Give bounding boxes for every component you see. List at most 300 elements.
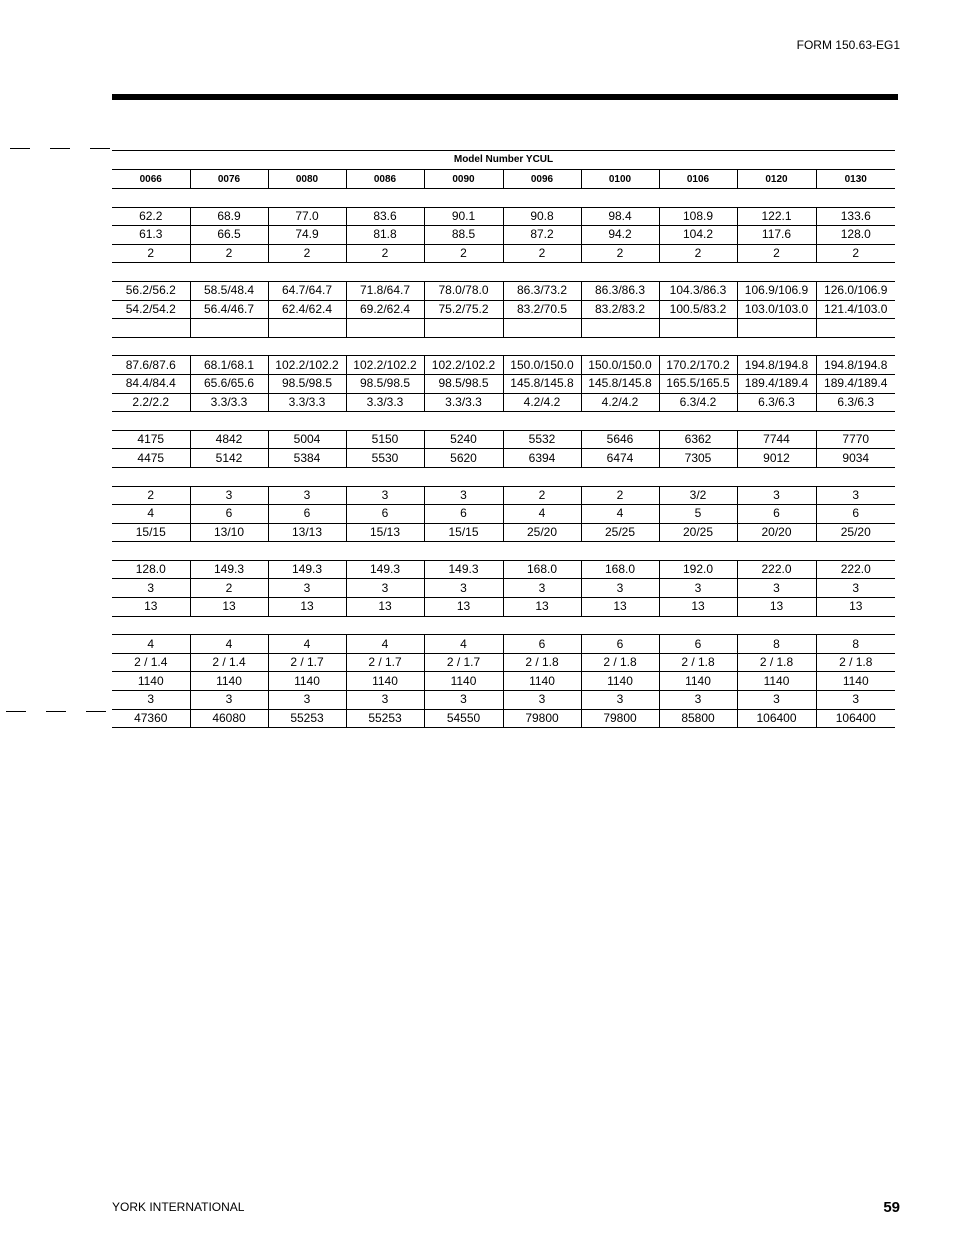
form-number: FORM 150.63-EG1 (796, 38, 900, 52)
table-cell: 165.5/165.5 (659, 374, 737, 393)
header-rule (112, 94, 898, 100)
table-cell: 13 (190, 598, 268, 617)
table-cell: 1140 (424, 672, 503, 691)
table-cell: 5646 (581, 430, 659, 449)
table-row (112, 579, 895, 598)
table-cell: 3 (581, 691, 659, 710)
spacer-cell (112, 189, 190, 208)
margin-dash (6, 711, 26, 712)
table-cell: 4 (424, 635, 503, 654)
table-cell: 85800 (659, 709, 737, 728)
spacer-cell (424, 337, 503, 356)
margin-dash (50, 148, 70, 149)
table-row (112, 709, 895, 728)
table-cell: 9012 (737, 449, 816, 468)
spacer-cell (659, 616, 737, 635)
table-cell: 25/20 (503, 523, 581, 542)
table-cell: 55253 (268, 709, 346, 728)
table-row (112, 207, 895, 226)
table-cell: 4842 (190, 430, 268, 449)
spacer-cell (112, 337, 190, 356)
spacer-cell (659, 189, 737, 208)
table-cell: 13 (424, 598, 503, 617)
column-header: 0090 (424, 170, 503, 189)
table-cell: 2 (737, 244, 816, 263)
table-cell: 3.3/3.3 (268, 393, 346, 412)
table-cell: 13 (346, 598, 424, 617)
table-cell (112, 319, 190, 338)
table-cell: 3 (424, 691, 503, 710)
table-cell: 6 (346, 505, 424, 524)
table-cell: 2 (268, 244, 346, 263)
spacer-cell (346, 542, 424, 561)
group-spacer-row (112, 412, 895, 431)
spacer-cell (346, 412, 424, 431)
table-row (112, 598, 895, 617)
table-cell: 56.4/46.7 (190, 300, 268, 319)
table-cell: 3 (816, 579, 895, 598)
table-cell: 1140 (737, 672, 816, 691)
table-cell: 6 (581, 635, 659, 654)
margin-dash (90, 148, 110, 149)
table-cell: 13 (816, 598, 895, 617)
table-cell (659, 319, 737, 338)
table-row (112, 300, 895, 319)
table-cell: 75.2/75.2 (424, 300, 503, 319)
table-title: Model Number YCUL (453, 154, 554, 165)
table-cell: 150.0/150.0 (581, 356, 659, 375)
spacer-cell (268, 263, 346, 282)
table-cell: 4 (346, 635, 424, 654)
table-cell: 108.9 (659, 207, 737, 226)
table-cell: 121.4/103.0 (816, 300, 895, 319)
spacer-cell (581, 263, 659, 282)
table-cell: 3 (268, 579, 346, 598)
table-cell: 13 (659, 598, 737, 617)
group-spacer-row (112, 263, 895, 282)
table-cell: 222.0 (737, 560, 816, 579)
table-cell: 3.3/3.3 (424, 393, 503, 412)
table-cell: 15/13 (346, 523, 424, 542)
table-cell: 2 (112, 486, 190, 505)
table-cell: 106400 (737, 709, 816, 728)
table-cell: 4.2/4.2 (503, 393, 581, 412)
table-cell: 3 (268, 486, 346, 505)
table-cell: 2 / 1.8 (737, 653, 816, 672)
table-cell (503, 319, 581, 338)
table-cell: 86.3/86.3 (581, 281, 659, 300)
table-cell: 2 (503, 244, 581, 263)
table-cell: 128.0 (816, 226, 895, 245)
table-cell: 192.0 (659, 560, 737, 579)
table-cell: 3 (190, 691, 268, 710)
table-row (112, 449, 895, 468)
table-cell: 1140 (581, 672, 659, 691)
table-cell (424, 319, 503, 338)
table-cell: 5142 (190, 449, 268, 468)
table-cell: 104.3/86.3 (659, 281, 737, 300)
table-cell: 3/2 (659, 486, 737, 505)
table-cell: 4.2/4.2 (581, 393, 659, 412)
spacer-cell (581, 616, 659, 635)
table-cell: 71.8/64.7 (346, 281, 424, 300)
table-cell: 126.0/106.9 (816, 281, 895, 300)
table-row (112, 374, 895, 393)
table-cell: 2 (816, 244, 895, 263)
table-cell: 3 (268, 691, 346, 710)
table-cell: 83.6 (346, 207, 424, 226)
table-cell: 100.5/83.2 (659, 300, 737, 319)
table-cell: 4 (112, 505, 190, 524)
table-cell: 4 (581, 505, 659, 524)
table-cell: 6 (268, 505, 346, 524)
table-cell: 98.5/98.5 (268, 374, 346, 393)
spacer-cell (424, 467, 503, 486)
group-spacer-row (112, 467, 895, 486)
table-row (112, 691, 895, 710)
spacer-cell (737, 412, 816, 431)
margin-dash (46, 711, 66, 712)
spacer-cell (503, 189, 581, 208)
spacer-cell (268, 412, 346, 431)
table-title-row (112, 150, 895, 170)
column-header: 0096 (503, 170, 581, 189)
table-cell: 106.9/106.9 (737, 281, 816, 300)
spacer-cell (503, 412, 581, 431)
table-cell: 5150 (346, 430, 424, 449)
spacer-cell (424, 616, 503, 635)
table-cell: 6 (737, 505, 816, 524)
table-cell: 4 (503, 505, 581, 524)
column-header: 0080 (268, 170, 346, 189)
table-cell: 5240 (424, 430, 503, 449)
table-row (112, 226, 895, 245)
table-cell: 78.0/78.0 (424, 281, 503, 300)
table-cell: 3 (112, 579, 190, 598)
table-cell: 2 / 1.8 (816, 653, 895, 672)
table-cell: 194.8/194.8 (737, 356, 816, 375)
table-cell: 8 (737, 635, 816, 654)
group-spacer-row (112, 189, 895, 208)
table-cell: 54.2/54.2 (112, 300, 190, 319)
spacer-cell (503, 542, 581, 561)
column-header: 0120 (737, 170, 816, 189)
table-cell: 2 / 1.4 (112, 653, 190, 672)
title-spacer-cell (190, 150, 268, 170)
table-row (112, 393, 895, 412)
table-cell: 194.8/194.8 (816, 356, 895, 375)
table-cell: 168.0 (581, 560, 659, 579)
table-cell: 2 / 1.7 (346, 653, 424, 672)
table-cell: 4 (190, 635, 268, 654)
spacer-cell (737, 616, 816, 635)
table-cell: 54550 (424, 709, 503, 728)
table-cell (190, 319, 268, 338)
spacer-cell (659, 467, 737, 486)
table-cell: 79800 (581, 709, 659, 728)
spacer-cell (190, 337, 268, 356)
table-cell: 7744 (737, 430, 816, 449)
spacer-cell (581, 189, 659, 208)
table-cell: 1140 (190, 672, 268, 691)
table-cell: 122.1 (737, 207, 816, 226)
table-cell: 1140 (346, 672, 424, 691)
spacer-cell (112, 467, 190, 486)
table-row (112, 672, 895, 691)
table-cell: 149.3 (424, 560, 503, 579)
table-cell: 2.2/2.2 (112, 393, 190, 412)
spacer-cell (112, 263, 190, 282)
column-header: 0076 (190, 170, 268, 189)
title-spacer-cell (503, 150, 581, 170)
table-cell: 86.3/73.2 (503, 281, 581, 300)
table-cell: 20/25 (659, 523, 737, 542)
table-cell: 87.2 (503, 226, 581, 245)
table-cell: 64.7/64.7 (268, 281, 346, 300)
table-cell: 3 (424, 579, 503, 598)
table-cell: 3 (816, 486, 895, 505)
table-cell: 87.6/87.6 (112, 356, 190, 375)
table-cell: 13 (737, 598, 816, 617)
table-cell: 149.3 (268, 560, 346, 579)
table-cell: 15/15 (424, 523, 503, 542)
table-cell: 6394 (503, 449, 581, 468)
table-cell (816, 319, 895, 338)
table-cell: 189.4/189.4 (816, 374, 895, 393)
title-spacer-cell (581, 150, 659, 170)
table-cell: 68.9 (190, 207, 268, 226)
table-cell: 79800 (503, 709, 581, 728)
table-cell: 106400 (816, 709, 895, 728)
table-cell: 69.2/62.4 (346, 300, 424, 319)
table-cell: 25/25 (581, 523, 659, 542)
spacer-cell (737, 542, 816, 561)
table-cell (268, 319, 346, 338)
table-cell: 2 (112, 244, 190, 263)
table-cell: 6 (503, 635, 581, 654)
table-cell: 6.3/6.3 (737, 393, 816, 412)
spacer-cell (424, 263, 503, 282)
spacer-cell (268, 337, 346, 356)
title-spacer-cell (346, 150, 424, 170)
table-cell: 102.2/102.2 (424, 356, 503, 375)
table-cell: 1140 (816, 672, 895, 691)
table-cell: 3 (424, 486, 503, 505)
column-header: 0106 (659, 170, 737, 189)
table-cell: 62.4/62.4 (268, 300, 346, 319)
spacer-cell (816, 412, 895, 431)
table-cell: 88.5 (424, 226, 503, 245)
spacer-cell (816, 542, 895, 561)
spacer-cell (268, 616, 346, 635)
spacer-cell (503, 263, 581, 282)
table-cell: 6 (659, 635, 737, 654)
title-spacer-cell (112, 150, 190, 170)
table-cell: 83.2/70.5 (503, 300, 581, 319)
table-cell: 5 (659, 505, 737, 524)
table-cell: 2 (346, 244, 424, 263)
table-cell: 15/15 (112, 523, 190, 542)
spacer-cell (503, 337, 581, 356)
table-row (112, 523, 895, 542)
spacer-cell (737, 189, 816, 208)
title-spacer-cell (424, 150, 503, 170)
specifications-table (112, 150, 895, 728)
spacer-cell (424, 189, 503, 208)
table-cell: 4475 (112, 449, 190, 468)
spacer-cell (659, 337, 737, 356)
spacer-cell (346, 263, 424, 282)
table-cell: 6474 (581, 449, 659, 468)
table-cell: 13 (503, 598, 581, 617)
margin-dash (86, 711, 106, 712)
table-cell: 2 / 1.8 (581, 653, 659, 672)
table-cell: 3 (346, 579, 424, 598)
spacer-cell (190, 616, 268, 635)
table-cell: 83.2/83.2 (581, 300, 659, 319)
title-spacer-cell (268, 150, 346, 170)
table-cell: 1140 (659, 672, 737, 691)
group-spacer-row (112, 616, 895, 635)
table-cell: 6.3/4.2 (659, 393, 737, 412)
table-cell: 3.3/3.3 (346, 393, 424, 412)
spacer-cell (190, 542, 268, 561)
model-header-row (112, 170, 895, 189)
table-cell: 62.2 (112, 207, 190, 226)
table-cell: 5384 (268, 449, 346, 468)
spacer-cell (816, 616, 895, 635)
spacer-cell (346, 616, 424, 635)
title-spacer-cell (737, 150, 816, 170)
table-cell: 3 (503, 579, 581, 598)
spacer-cell (581, 467, 659, 486)
table-row (112, 486, 895, 505)
table-cell: 3 (503, 691, 581, 710)
table-cell: 2 (581, 486, 659, 505)
table-cell: 2 / 1.4 (190, 653, 268, 672)
spacer-cell (268, 542, 346, 561)
table-cell: 145.8/145.8 (503, 374, 581, 393)
table-cell: 13/13 (268, 523, 346, 542)
column-header: 0066 (112, 170, 190, 189)
group-spacer-row (112, 337, 895, 356)
table-cell: 4 (112, 635, 190, 654)
table-cell: 2 (659, 244, 737, 263)
table-cell: 3 (737, 691, 816, 710)
spacer-cell (190, 467, 268, 486)
table-cell: 1140 (268, 672, 346, 691)
table-cell: 168.0 (503, 560, 581, 579)
table-cell: 133.6 (816, 207, 895, 226)
table-cell: 2 (424, 244, 503, 263)
table-cell: 2 (190, 244, 268, 263)
table-cell: 74.9 (268, 226, 346, 245)
table-row (112, 244, 895, 263)
spacer-cell (112, 542, 190, 561)
table-cell: 25/20 (816, 523, 895, 542)
table-cell: 149.3 (190, 560, 268, 579)
table-cell: 102.2/102.2 (346, 356, 424, 375)
table-cell: 3 (581, 579, 659, 598)
table-row (112, 635, 895, 654)
table-cell: 117.6 (737, 226, 816, 245)
table-cell: 84.4/84.4 (112, 374, 190, 393)
table-cell: 222.0 (816, 560, 895, 579)
spacer-cell (659, 263, 737, 282)
spacer-cell (659, 412, 737, 431)
spacer-cell (581, 337, 659, 356)
spacer-cell (268, 189, 346, 208)
spacer-cell (190, 412, 268, 431)
table-cell: 68.1/68.1 (190, 356, 268, 375)
table-cell: 65.6/65.6 (190, 374, 268, 393)
page-number: 59 (883, 1199, 900, 1216)
table-cell: 56.2/56.2 (112, 281, 190, 300)
table-cell: 2 (190, 579, 268, 598)
table-cell: 102.2/102.2 (268, 356, 346, 375)
table-cell: 58.5/48.4 (190, 281, 268, 300)
spacer-cell (112, 412, 190, 431)
spacer-cell (112, 616, 190, 635)
table-cell: 3 (112, 691, 190, 710)
table-cell (346, 319, 424, 338)
table-cell: 98.5/98.5 (346, 374, 424, 393)
spacer-cell (737, 467, 816, 486)
table-cell: 3 (659, 579, 737, 598)
group-spacer-row (112, 542, 895, 561)
table-cell: 4175 (112, 430, 190, 449)
table-cell: 13/10 (190, 523, 268, 542)
table-cell (581, 319, 659, 338)
spacer-cell (190, 189, 268, 208)
spacer-cell (346, 467, 424, 486)
table-cell: 5620 (424, 449, 503, 468)
table-cell: 150.0/150.0 (503, 356, 581, 375)
spacer-cell (659, 542, 737, 561)
table-cell: 20/20 (737, 523, 816, 542)
table-cell: 2 (503, 486, 581, 505)
spacer-cell (737, 263, 816, 282)
table-cell: 77.0 (268, 207, 346, 226)
table-row (112, 653, 895, 672)
column-header: 0086 (346, 170, 424, 189)
table-cell: 4 (268, 635, 346, 654)
table-cell: 90.8 (503, 207, 581, 226)
table-cell: 46080 (190, 709, 268, 728)
spacer-cell (581, 542, 659, 561)
column-header: 0100 (581, 170, 659, 189)
table-cell: 7305 (659, 449, 737, 468)
table-cell: 128.0 (112, 560, 190, 579)
spacer-cell (581, 412, 659, 431)
table-cell: 2 / 1.7 (424, 653, 503, 672)
column-header: 0130 (816, 170, 895, 189)
table-cell: 66.5 (190, 226, 268, 245)
spacer-cell (503, 616, 581, 635)
title-spacer-cell (816, 150, 895, 170)
table-cell: 104.2 (659, 226, 737, 245)
table-cell: 2 / 1.8 (503, 653, 581, 672)
table-cell: 2 / 1.8 (659, 653, 737, 672)
spacer-cell (424, 542, 503, 561)
table-cell: 5530 (346, 449, 424, 468)
spacer-cell (346, 189, 424, 208)
spacer-cell (737, 337, 816, 356)
table-cell: 9034 (816, 449, 895, 468)
table-cell: 189.4/189.4 (737, 374, 816, 393)
table-row (112, 430, 895, 449)
table-cell: 98.5/98.5 (424, 374, 503, 393)
